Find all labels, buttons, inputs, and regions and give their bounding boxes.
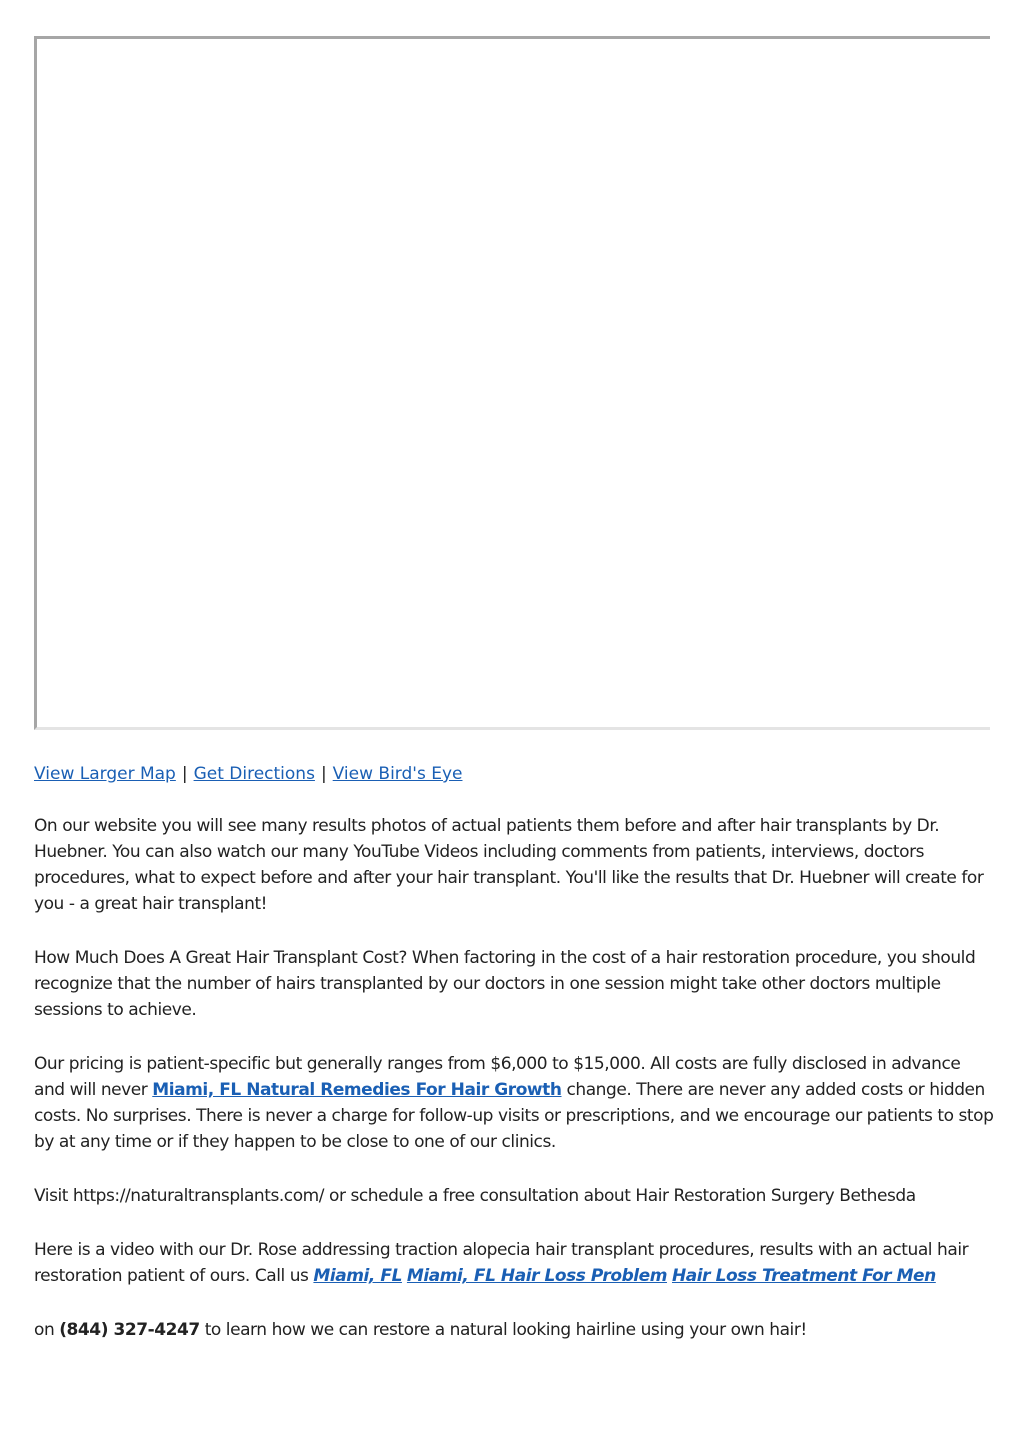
call-text-end: to learn how we can restore a natural looking hairline using your own hair! — [199, 1320, 807, 1340]
paragraph-visit: Visit https://naturaltransplants.com/ or schedule a free consultation about Hair Restoration Surgery Bethesda — [34, 1186, 916, 1206]
hair-loss-treatment-link[interactable]: Hair Loss Treatment For Men — [671, 1266, 936, 1286]
natural-remedies-link[interactable]: Miami, FL Natural Remedies For Hair Growth — [152, 1080, 562, 1100]
link-separator: | — [181, 764, 188, 784]
view-birds-eye-link[interactable]: View Bird's Eye — [332, 764, 463, 784]
paragraph-call — [34, 1317, 994, 1343]
paragraph-video — [34, 1237, 994, 1289]
paragraph-cost: How Much Does A Great Hair Transplant Cost? When factoring in the cost of a hair restoration procedure, you should recognize that the number of hairs transplanted by our doctors in one session might take other doctors multiple sessions to achieve. — [34, 948, 976, 1020]
paragraph-pricing — [34, 1051, 994, 1155]
embedded-map-frame[interactable] — [34, 36, 990, 730]
hair-loss-problem-link[interactable]: Miami, FL Hair Loss Problem — [406, 1266, 668, 1286]
link-separator: | — [320, 764, 327, 784]
view-larger-map-link[interactable]: View Larger Map — [34, 764, 176, 784]
phone-number: (844) 327-4247 — [59, 1320, 200, 1340]
pricing-text-end: change. There are never any added costs or hidden costs. No surprises. There is never a charge for follow-up visits or prescriptions, and we encourage our patients to stop by at any time or if they happen to be close to one of our clinics. — [34, 1080, 994, 1152]
map-links — [34, 758, 994, 790]
miami-fl-link[interactable]: Miami, FL — [313, 1266, 402, 1286]
pricing-text-start: Our pricing is patient-specific but generally ranges from $6,000 to $15,000. All costs are fully disclosed in advance and will never — [34, 1054, 961, 1100]
call-text-start: on — [34, 1320, 60, 1340]
video-text: Here is a video with our Dr. Rose addressing traction alopecia hair transplant procedures, results with an actual hair restoration patient of ours. Call us — [34, 1240, 969, 1286]
page-content — [34, 758, 994, 1343]
paragraph-results: On our website you will see many results photos of actual patients them before and after hair transplants by Dr. Huebner. You can also watch our many YouTube Videos including comments from patients, interviews, doctors procedures, what to expect before and after your hair transplant. You'll like the results that Dr. Huebner will create for you - a great hair transplant! — [34, 816, 984, 914]
get-directions-link[interactable]: Get Directions — [193, 764, 315, 784]
